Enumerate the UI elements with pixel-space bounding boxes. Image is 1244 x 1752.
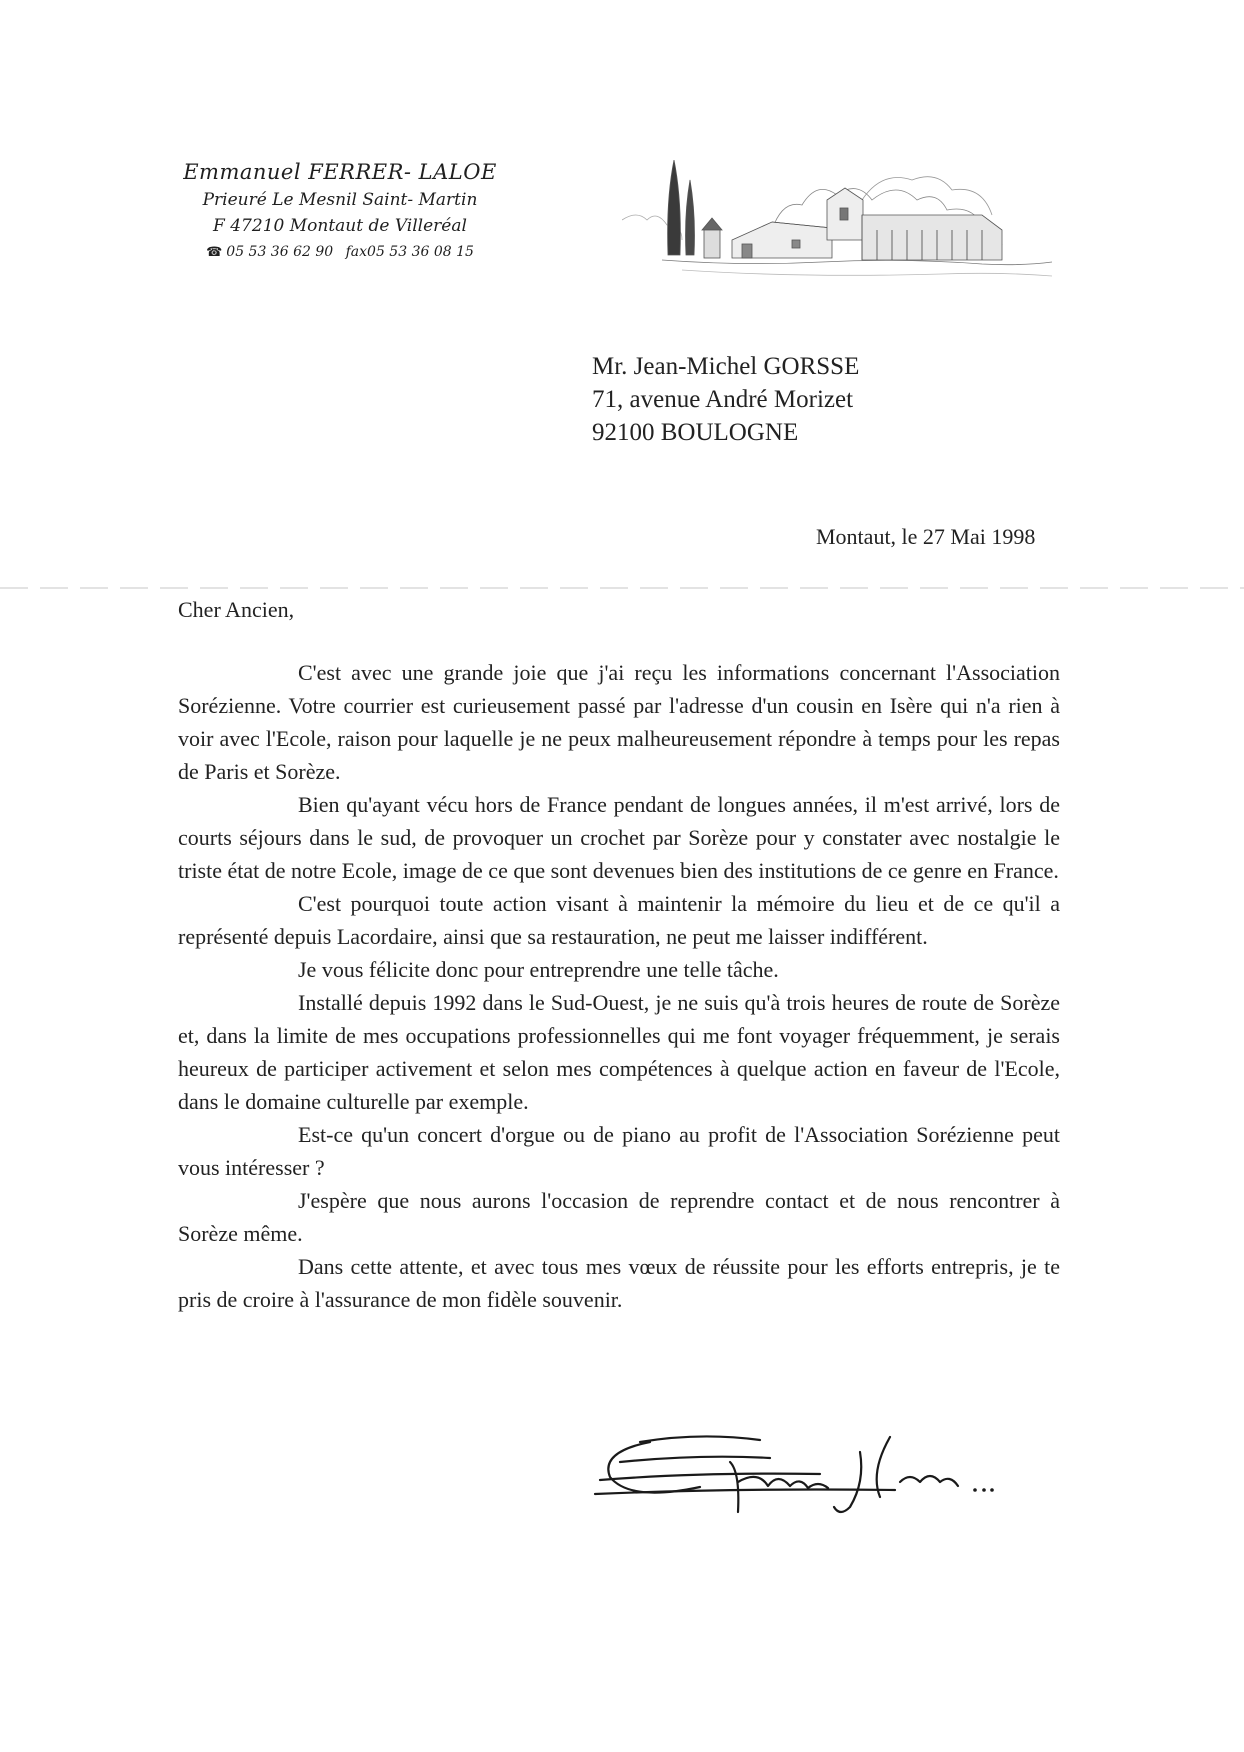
priory-sketch-icon — [622, 160, 1054, 298]
sender-address-line2: F 47210 Montaut de Villeréal — [213, 216, 467, 236]
body-paragraph: Je vous félicite donc pour entreprendre une telle tâche. — [298, 957, 779, 982]
letter-body — [178, 656, 1060, 1316]
sender-name: Emmanuel FERRER- LALOE — [183, 160, 497, 184]
sender-phone-number: 05 53 36 62 90 — [226, 244, 334, 260]
sender-contact — [160, 244, 520, 260]
body-paragraph: Installé depuis 1992 dans le Sud-Ouest, je ne suis qu'à trois heures de route de Sorèze et, dans la limite de mes occupations professionnelles qui me font voyager fréquemment, je serais heureux de participer activement et selon mes compétences à quelque action en faveur de l'Ecole, dans le domaine culturelle par exemple. — [178, 990, 1060, 1114]
body-paragraph: C'est avec une grande joie que j'ai reçu les informations concernant l'Association Sorézienne. Votre courrier est curieusement passé par l'adresse d'un cousin en Isère qui n'a rien à voir avec l'Ecole, raison pour laquelle je ne peux malheureusement répondre à temps pour les repas de Paris et Sorèze. — [178, 660, 1060, 784]
paper-fold-line — [0, 587, 1244, 589]
fax-label: fax — [345, 244, 368, 260]
sender-letterhead — [160, 160, 520, 260]
body-paragraph: C'est pourquoi toute action visant à maintenir la mémoire du lieu et de ce qu'il a représenté depuis Lacordaire, ainsi que sa restauration, ne peut me laisser indifférent. — [178, 891, 1060, 949]
handwritten-signature-icon — [590, 1432, 1060, 1520]
recipient-address — [592, 350, 859, 449]
telephone-icon: ☎ — [206, 245, 223, 260]
letter-date: Montaut, le 27 Mai 1998 — [816, 524, 1036, 549]
body-paragraph: Bien qu'ayant vécu hors de France pendant de longues années, il m'est arrivé, lors de courts séjours dans le sud, de provoquer un crochet par Sorèze pour y constater avec nostalgie le triste état de notre Ecole, image de ce que sont devenues bien des institutions de ce genre en France. — [178, 792, 1060, 883]
body-paragraph: Dans cette attente, et avec tous mes vœux de réussite pour les efforts entrepris, je te pris de croire à l'assurance de mon fidèle souvenir. — [178, 1254, 1060, 1312]
sender-fax-number: 05 53 36 08 15 — [367, 244, 474, 260]
recipient-street: 71, avenue André Morizet — [592, 386, 854, 413]
body-paragraph: Est-ce qu'un concert d'orgue ou de piano au profit de l'Association Sorézienne peut vous intéresser ? — [178, 1122, 1060, 1180]
recipient-city: 92100 BOULOGNE — [592, 419, 799, 446]
sender-address-line1: Prieuré Le Mesnil Saint- Martin — [202, 190, 478, 210]
recipient-name: Mr. Jean-Michel GORSSE — [592, 353, 860, 380]
body-paragraph: J'espère que nous aurons l'occasion de reprendre contact et de nous rencontrer à Sorèze même. — [178, 1188, 1060, 1246]
salutation: Cher Ancien, — [178, 597, 295, 622]
